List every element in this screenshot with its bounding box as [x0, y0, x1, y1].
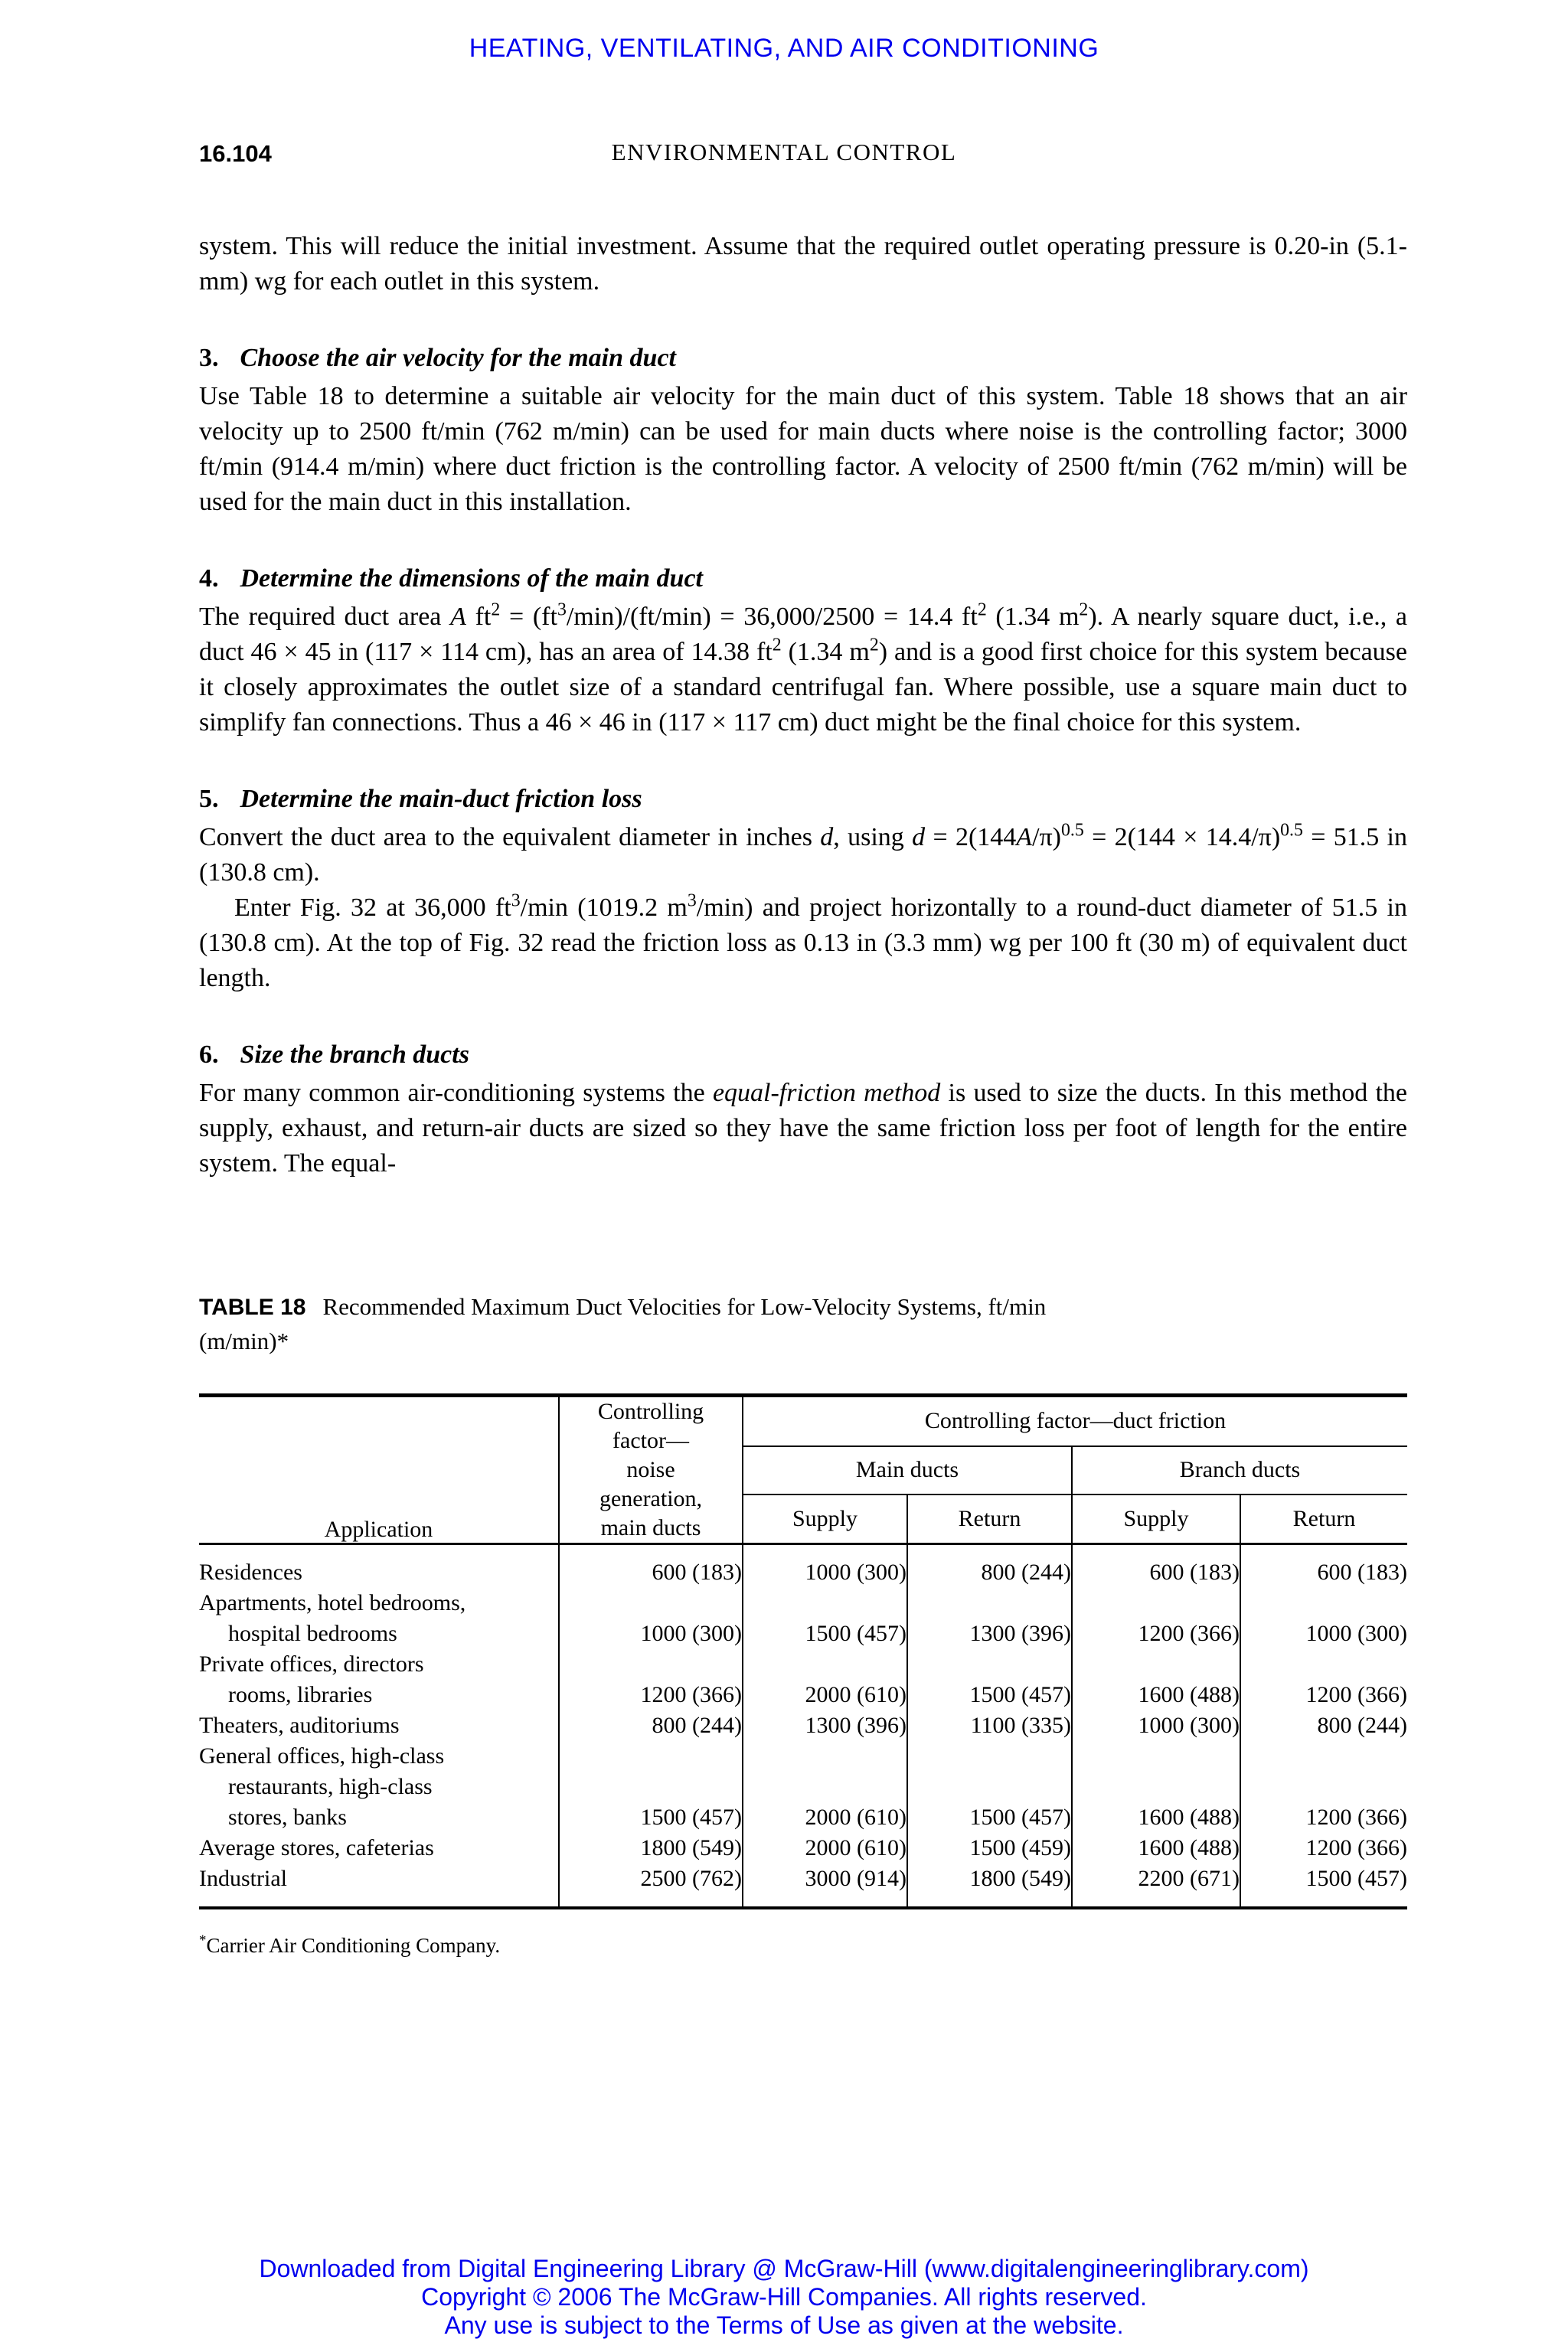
- section-heading: [199, 561, 1407, 596]
- main-return-value: 800 (244): [907, 1544, 1072, 1589]
- table-row: [199, 1710, 1407, 1741]
- application-cell: [199, 1833, 559, 1864]
- noise-value: 600 (183): [559, 1544, 743, 1589]
- application-cell: [199, 1741, 559, 1833]
- application-label: Average stores, cafeterias: [199, 1835, 434, 1860]
- branch-return-value: 800 (244): [1240, 1710, 1407, 1741]
- noise-value: 1800 (549): [559, 1833, 743, 1864]
- application-label: Apartments, hotel bedrooms,: [199, 1590, 466, 1615]
- noise-value: 1200 (366): [559, 1649, 743, 1710]
- header-application: Application: [199, 1396, 559, 1544]
- noise-value: 1000 (300): [559, 1588, 743, 1649]
- section-number: 6.: [199, 1040, 219, 1069]
- table-18-block: [199, 1290, 1407, 1909]
- section-number: 4.: [199, 564, 219, 593]
- running-head: [0, 139, 1568, 172]
- application-label: hospital bedrooms: [228, 1621, 397, 1646]
- download-stamp: [0, 2255, 1568, 2352]
- branch-return-value: 1200 (366): [1240, 1833, 1407, 1864]
- main-return-value: 1100 (335): [907, 1710, 1072, 1741]
- download-stamp-line2: Copyright © 2006 The McGraw-Hill Companies. All rights reserved.: [421, 2283, 1147, 2311]
- branch-return-value: 1200 (366): [1240, 1741, 1407, 1833]
- application-label: Theaters, auditoriums: [199, 1713, 400, 1738]
- section-4: [199, 561, 1407, 740]
- branch-supply-value: 1600 (488): [1072, 1833, 1240, 1864]
- header-main-supply: Supply: [743, 1494, 907, 1544]
- paragraph: For many common air-conditioning systems the equal-friction method is used to size the ducts. In this method the supply, exhaust, and return-air ducts are sized so they have the same friction loss per foot of length for the entire system. The equal-: [199, 1079, 1407, 1178]
- table-caption-label: TABLE 18: [199, 1295, 306, 1320]
- table-footnote: *Carrier Air Conditioning Company.: [199, 1932, 501, 1957]
- noise-value: 800 (244): [559, 1710, 743, 1741]
- main-return-value: 1500 (457): [907, 1649, 1072, 1710]
- table-caption-text-line2: (m/min)*: [199, 1328, 289, 1354]
- main-return-value: 1500 (457): [907, 1741, 1072, 1833]
- header-noise-generation: Controlling factor— noise generation, main ducts: [559, 1396, 743, 1544]
- section-title: Determine the main-duct friction loss: [240, 785, 642, 813]
- branch-return-value: 1200 (366): [1240, 1649, 1407, 1710]
- page-number: 16.104: [199, 140, 272, 167]
- branch-return-value: 1500 (457): [1240, 1864, 1407, 1908]
- table-caption-text: Recommended Maximum Duct Velocities for Low-Velocity Systems, ft/min: [322, 1293, 1047, 1320]
- application-label: Industrial: [199, 1866, 287, 1891]
- main-return-value: 1500 (459): [907, 1833, 1072, 1864]
- chapter-banner: HEATING, VENTILATING, AND AIR CONDITIONING: [469, 34, 1099, 63]
- table-caption: [199, 1290, 1194, 1358]
- table-row: [199, 1588, 1407, 1649]
- section-title: Size the branch ducts: [240, 1040, 469, 1069]
- paragraph: Enter Fig. 32 at 36,000 $ft^3/\min$ (1019.2 $m^3/\min$) and project horizontally to a round-duct diameter of 51.5 in (130.8 cm). At the top of Fig. 32 read the friction loss as 0.13 in (3.3 mm) wg per 100 ft (30 m) of equivalent duct length.: [199, 890, 1408, 992]
- section-heading: [199, 782, 1407, 817]
- main-return-value: 1800 (549): [907, 1864, 1072, 1908]
- application-label: restaurants, high-class: [228, 1774, 433, 1799]
- section-title: Choose the air velocity for the main duct: [240, 344, 676, 372]
- table-row: [199, 1544, 1407, 1589]
- paragraph: Use Table 18 to determine a suitable air velocity for the main duct of this system. Table 18 shows that an air velocity up to 2500 ft/min (762 m/min) can be used for main ducts where noise is the controlling factor; 3000 ft/min (914.4 m/min) where duct friction is the controlling factor. A velocity of 2500 ft/min (762 m/min) will be used for the main duct in this installation.: [199, 382, 1407, 516]
- section-5: [199, 782, 1407, 996]
- noise-value: 2500 (762): [559, 1864, 743, 1908]
- branch-supply-value: 1600 (488): [1072, 1649, 1240, 1710]
- application-cell: [199, 1588, 559, 1649]
- main-return-value: 1300 (396): [907, 1588, 1072, 1649]
- section-number: 3.: [199, 344, 219, 372]
- branch-return-value: 600 (183): [1240, 1544, 1407, 1589]
- branch-supply-value: 1000 (300): [1072, 1710, 1240, 1741]
- application-label: rooms, libraries: [228, 1682, 373, 1707]
- table-row: [199, 1833, 1407, 1864]
- main-supply-value: 1500 (457): [805, 1621, 906, 1646]
- intro-paragraph: system. This will reduce the initial investment. Assume that the required outlet operating pressure is 0.20-in (5.1-mm) wg for each outlet in this system.: [199, 232, 1407, 296]
- download-stamp-line3: Any use is subject to the Terms of Use as given at the website.: [444, 2311, 1124, 2339]
- paragraph: Convert the duct area to the equivalent diameter in inches d, using $d = 2(144A/\pi)^{0.5} = 2(144 \times 14.4/\pi)^{0.5} = 51.5$ in (130.8 cm).: [199, 820, 1408, 887]
- main-supply-value: 3000 (914): [805, 1866, 906, 1891]
- header-branch-supply: Supply: [1072, 1494, 1240, 1544]
- application-cell: [199, 1710, 559, 1741]
- section-title: Determine the dimensions of the main duct: [240, 564, 703, 593]
- header-branch-ducts: Branch ducts: [1072, 1446, 1407, 1494]
- header-duct-friction: Controlling factor—duct friction: [743, 1396, 1407, 1446]
- main-supply-value: 2000 (610): [805, 1835, 906, 1860]
- application-cell: [199, 1544, 559, 1589]
- duct-velocity-table: [199, 1393, 1407, 1909]
- application-cell: [199, 1649, 559, 1710]
- header-branch-return: Return: [1240, 1494, 1407, 1544]
- main-supply-value: 1300 (396): [805, 1713, 906, 1738]
- branch-supply-value: 600 (183): [1072, 1544, 1240, 1589]
- download-stamp-line1: Downloaded from Digital Engineering Library @ McGraw-Hill (www.digitalengineeringlibrary.com): [259, 2255, 1309, 2282]
- section-3: [199, 341, 1407, 520]
- table-row: [199, 1649, 1407, 1710]
- branch-return-value: 1000 (300): [1240, 1588, 1407, 1649]
- table-row: [199, 1864, 1407, 1908]
- section-6: [199, 1037, 1407, 1181]
- application-label: General offices, high-class: [199, 1743, 445, 1769]
- text-column: [199, 172, 1407, 1909]
- application-cell: [199, 1864, 559, 1908]
- section-heading: [199, 1037, 1407, 1073]
- branch-supply-value: 1600 (488): [1072, 1741, 1240, 1833]
- main-supply-value: 2000 (610): [805, 1682, 906, 1707]
- noise-value: 1500 (457): [559, 1741, 743, 1833]
- table-row: [199, 1741, 1407, 1833]
- section-number: 5.: [199, 785, 219, 813]
- application-label: stores, banks: [228, 1805, 347, 1830]
- application-label: Residences: [199, 1560, 302, 1585]
- paragraph: The required duct area A $ft^2 = (ft^3/\min)/(ft/\min) = 36,000/2500 = 14.4$ $ft^2$ (1.34 $m^2$). A nearly square duct, i.e., a duct 46 × 45 in (117 × 114 cm), has an area of 14.38 $ft^2$ (1.34 $m^2$) and is a good first choice for this system because it closely approximates the outlet size of a standard centrifugal fan. Where possible, use a square main duct to simplify fan connections. Thus a 46 × 46 in (117 × 117 cm) duct might be the final choice for this system.: [199, 599, 1408, 737]
- section-heading: [199, 341, 1407, 376]
- table-header-row-1: [199, 1396, 1407, 1446]
- main-supply-value: 2000 (610): [805, 1805, 906, 1830]
- application-label: Private offices, directors: [199, 1651, 424, 1677]
- running-title: ENVIRONMENTAL CONTROL: [611, 139, 957, 165]
- header-main-return: Return: [907, 1494, 1072, 1544]
- branch-supply-value: 2200 (671): [1072, 1864, 1240, 1908]
- header-main-ducts: Main ducts: [743, 1446, 1072, 1494]
- branch-supply-value: 1200 (366): [1072, 1588, 1240, 1649]
- main-supply-value: 1000 (300): [805, 1560, 906, 1585]
